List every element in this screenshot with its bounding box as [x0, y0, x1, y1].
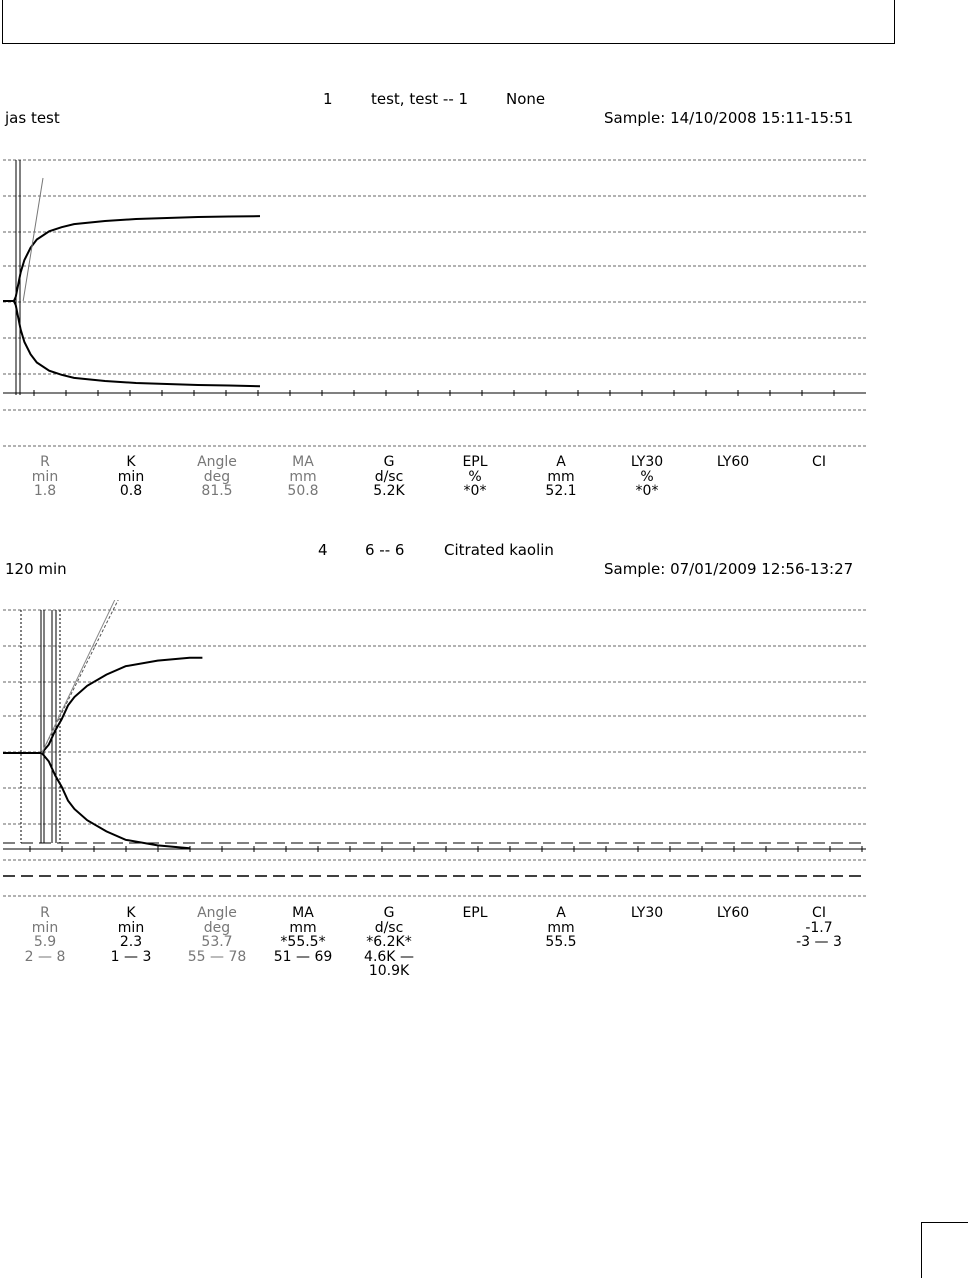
param-value: 53.7	[201, 934, 233, 950]
param-col-r	[0, 455, 90, 499]
param-col-angle	[172, 455, 262, 499]
param-value: *0*	[463, 483, 487, 499]
param-unit: min	[31, 919, 59, 936]
param-unit: d/sc	[374, 468, 404, 485]
param-col-g	[344, 906, 434, 979]
panel2-param-table	[0, 905, 968, 979]
param-col-a	[516, 455, 606, 499]
param-name: LY60	[716, 454, 750, 470]
param-name: R	[40, 905, 50, 921]
param-value: 1.8	[33, 483, 57, 499]
param-col-ly60	[688, 906, 778, 921]
param-unit: deg	[203, 919, 231, 936]
param-name: CI	[812, 905, 826, 921]
top-frame	[2, 0, 895, 44]
param-name: K	[126, 454, 136, 470]
param-name: Angle	[197, 905, 237, 921]
panel1-name: test, test -- 1	[371, 90, 469, 108]
panel2-sample: Sample: 07/01/2009 12:56-13:27	[604, 560, 854, 578]
param-value: -1.7	[805, 919, 833, 936]
param-unit: mm	[547, 919, 575, 936]
tracing-series-2	[12, 301, 260, 386]
param-unit: min	[31, 468, 59, 485]
tracing-series-3	[42, 600, 126, 753]
param-col-ly30	[602, 906, 692, 921]
param-unit: d/sc	[374, 919, 404, 936]
param-name: G	[383, 454, 395, 470]
param-range: 4.6K — 10.9K	[364, 948, 414, 979]
panel1-activator: None	[506, 90, 546, 108]
param-name: CI	[812, 454, 826, 470]
param-col-a	[516, 906, 606, 950]
param-unit: mm	[289, 468, 317, 485]
param-name: EPL	[462, 905, 488, 921]
param-name: K	[126, 905, 136, 921]
param-col-ly30	[602, 455, 692, 499]
param-value: 52.1	[545, 483, 577, 499]
param-range: 51 — 69	[273, 948, 333, 965]
param-col-g	[344, 455, 434, 499]
param-value: 55.5	[545, 934, 577, 950]
panel2-left-label: 120 min	[5, 560, 67, 578]
param-name: MA	[292, 905, 314, 921]
param-range: -3 — 3	[796, 934, 842, 950]
param-name: A	[556, 454, 566, 470]
param-unit: deg	[203, 468, 231, 485]
param-name: R	[40, 454, 50, 470]
param-unit: mm	[289, 919, 317, 936]
param-value: 50.8	[287, 483, 319, 499]
tracing-series-1	[4, 658, 202, 753]
param-name: LY30	[630, 905, 664, 921]
param-name: Angle	[197, 454, 237, 470]
param-unit: min	[117, 468, 145, 485]
param-value: 5.2K	[373, 483, 405, 499]
param-unit: min	[117, 919, 145, 936]
param-name: EPL	[462, 454, 488, 470]
param-value: 5.9	[33, 934, 57, 950]
param-range: 2 — 8	[24, 948, 66, 965]
param-value: *0*	[635, 483, 659, 499]
param-col-ci	[774, 906, 864, 950]
param-col-epl	[430, 455, 520, 499]
param-col-epl	[430, 906, 520, 921]
param-name: G	[383, 905, 395, 921]
param-name: MA	[292, 454, 314, 470]
tracing-series-2	[4, 753, 190, 848]
param-value: *55.5*	[280, 934, 326, 950]
panel1-param-table	[0, 455, 968, 500]
param-value: 2.3	[119, 934, 143, 950]
param-value: *6.2K*	[366, 934, 412, 950]
param-col-k	[86, 455, 176, 499]
tracing-series-1	[12, 216, 260, 301]
panel1-index: 1	[323, 90, 333, 108]
tracing-chart-1	[0, 150, 968, 450]
param-unit: %	[640, 468, 654, 485]
page-number-box	[921, 1222, 968, 1278]
param-col-ma	[258, 455, 348, 499]
tracing-chart-2	[0, 600, 968, 900]
param-unit: mm	[547, 468, 575, 485]
param-col-angle	[172, 906, 262, 964]
param-value: 0.8	[119, 483, 143, 499]
param-name: LY60	[716, 905, 750, 921]
panel2-index: 4	[318, 541, 328, 559]
panel2-activator: Citrated kaolin	[444, 541, 554, 559]
param-range: 55 — 78	[187, 948, 247, 965]
param-col-r	[0, 906, 90, 964]
param-value: 81.5	[201, 483, 233, 499]
param-col-ci	[774, 455, 864, 470]
param-col-ma	[258, 906, 348, 964]
panel1-left-label: jas test	[5, 109, 60, 127]
param-col-k	[86, 906, 176, 964]
param-name: LY30	[630, 454, 664, 470]
panel1-sample: Sample: 14/10/2008 15:11-15:51	[604, 109, 854, 127]
param-unit: %	[468, 468, 482, 485]
param-name: A	[556, 905, 566, 921]
param-col-ly60	[688, 455, 778, 470]
panel2-name: 6 -- 6	[365, 541, 405, 559]
param-range: 1 — 3	[110, 948, 152, 965]
